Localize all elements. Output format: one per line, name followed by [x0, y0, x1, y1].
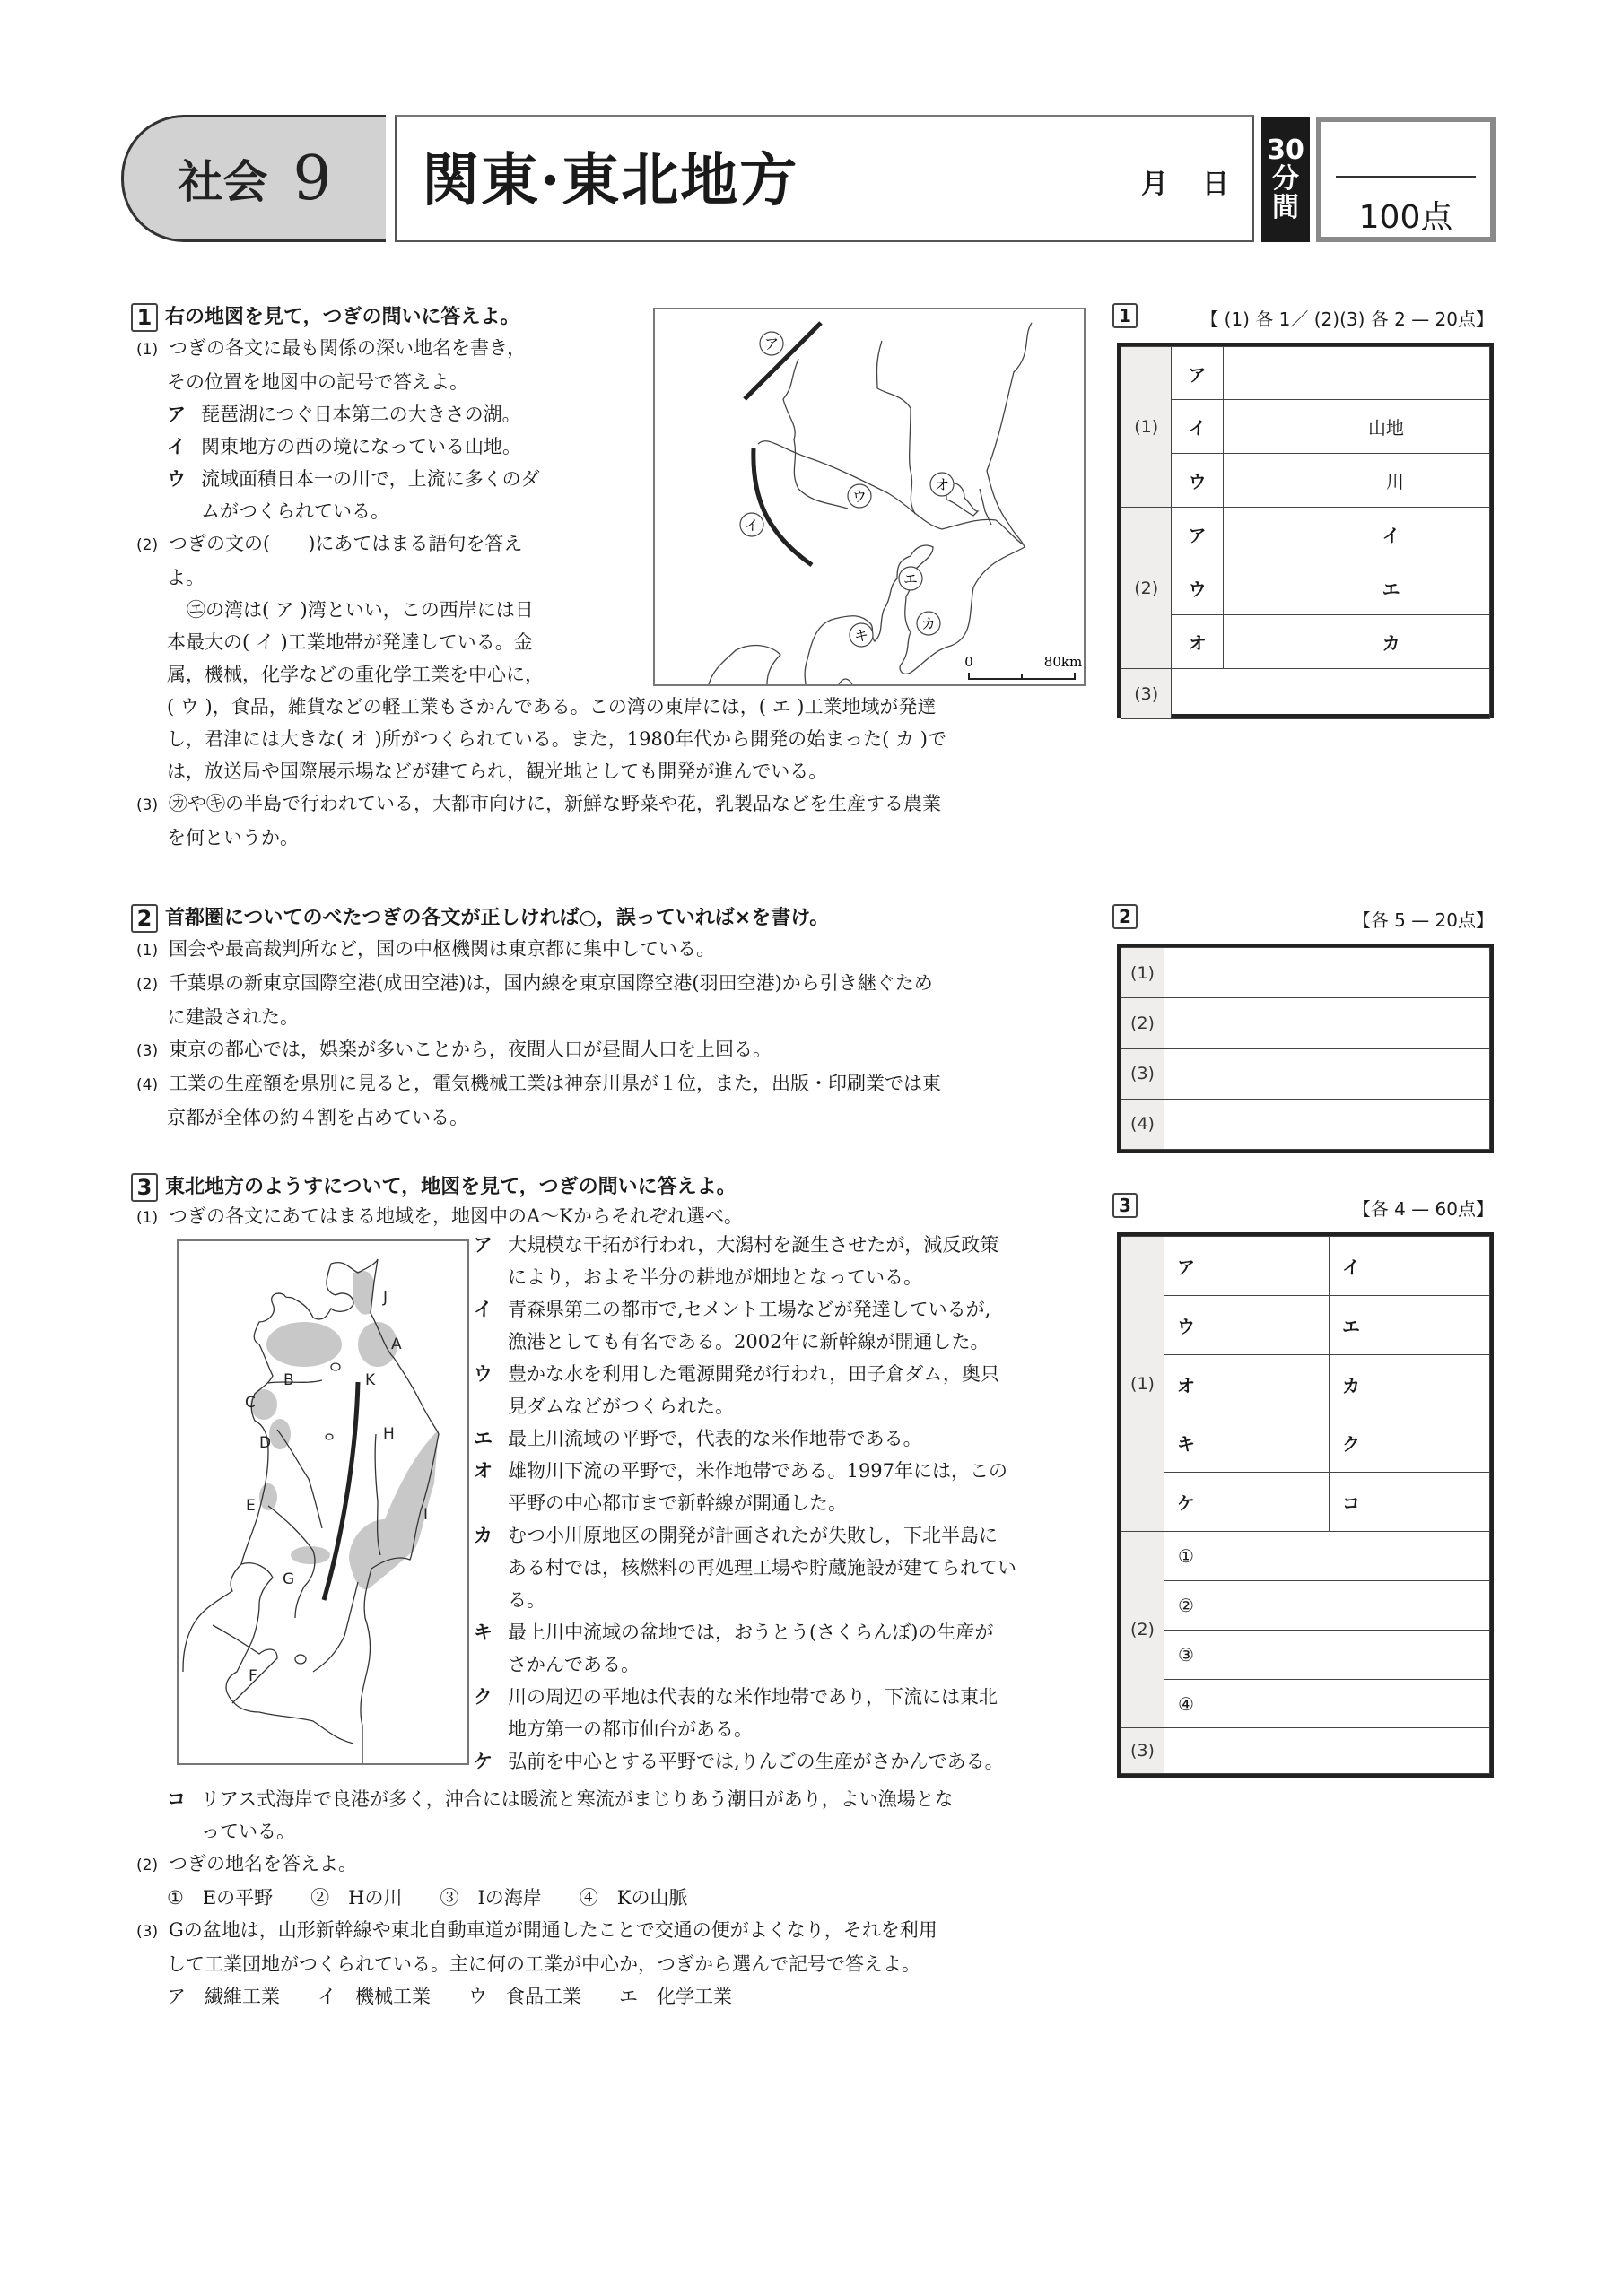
lake-outline [295, 1655, 306, 1664]
time-limit-unit: 分 [1272, 163, 1299, 195]
line-text: 見ダムなどがつくられた。 [508, 1396, 734, 1417]
q1-row-label: エ [1365, 561, 1417, 615]
kanto-map-svg [655, 309, 1084, 684]
map-label-b: B [283, 1371, 294, 1389]
line-text: Gの盆地は，山形新幹線や東北自動車道が開通したことで交通の便がよくなり，それを利用 [169, 1919, 937, 1941]
text-line [474, 1713, 1016, 1745]
q3-row-label: ク [1330, 1413, 1373, 1473]
line-lead: キ [474, 1622, 493, 1643]
q1-answer-table [1117, 343, 1494, 718]
text-line [136, 1101, 941, 1134]
unit-number: 9 [292, 143, 332, 214]
text-line [136, 1914, 954, 1948]
map-label-d: D [259, 1434, 272, 1452]
map-label-u: ウ [851, 488, 868, 505]
line-text: 川の周辺の平地は代表的な米作地帯であり，下流には東北 [508, 1686, 998, 1708]
text-line [136, 1848, 954, 1882]
q1-answer-cell[interactable] [1417, 508, 1489, 561]
line-lead: ア [474, 1234, 493, 1256]
q3-row-label: ④ [1164, 1679, 1208, 1728]
map-label-o: オ [934, 476, 950, 493]
q3-row-label: キ [1164, 1413, 1208, 1473]
line-lead: (1) [136, 942, 159, 960]
q3-answer-cell[interactable] [1373, 1237, 1490, 1296]
text-line [136, 967, 941, 1001]
q3-intro-text: つぎの各文にあてはまる地域を，地図中のA～Kからそれぞれ選べ。 [169, 1205, 743, 1227]
line-lead: ウ [167, 468, 186, 490]
map-label-e: エ [903, 570, 919, 587]
q2-answer-cell[interactable] [1164, 998, 1490, 1048]
q1-answer-cell[interactable] [1417, 561, 1489, 615]
line-text: 雄物川下流の平野で，米作地帯である。1997年には，この [508, 1460, 1008, 1482]
q3-answer-cell[interactable] [1208, 1413, 1330, 1473]
prefecture-border [213, 1625, 277, 1703]
line-lead: ア [167, 404, 186, 425]
shaded-regions [250, 1271, 439, 1589]
score-box[interactable] [1316, 117, 1496, 242]
q3-answer-cell[interactable] [1208, 1473, 1330, 1532]
q1-prompt: 右の地図を見て，つぎの問いに答えよ。 [165, 306, 520, 328]
q3-row-label: コ [1330, 1473, 1373, 1532]
q3-answer-cell[interactable] [1208, 1532, 1490, 1581]
q3-answer-cell[interactable] [1373, 1413, 1490, 1473]
coast-line [758, 441, 1023, 544]
text-line [136, 1948, 954, 1980]
q3-answer-table [1117, 1232, 1494, 1778]
subject-label: 社会 [178, 156, 268, 208]
q1-points: 【 (1) 各 1／ (2)(3) 各 2 — 20点】 [1200, 309, 1494, 330]
line-text: ㋓の湾は( ア )湾といい，この西岸には日 [187, 599, 534, 621]
line-lead: (1) [136, 341, 159, 359]
coast-line [987, 323, 1032, 547]
line-lead: エ [474, 1428, 493, 1449]
q3-answer-cell[interactable] [1373, 1295, 1490, 1354]
line-text: 京都が全体の約４割を占めている。 [167, 1107, 468, 1128]
q3-number: 3 [131, 1173, 158, 1202]
line-text: 工業の生産額を県別に見ると，電気機械工業は神奈川県が１位，また，出版・印刷業では東 [169, 1073, 941, 1094]
line-lead: (3) [136, 1042, 159, 1060]
river-line [783, 359, 848, 509]
q1-answer-cell[interactable] [1172, 669, 1490, 719]
line-text: 豊かな水を利用した電源開発が行われ，田子倉ダム，奥只 [508, 1363, 999, 1385]
q2-row-label: (1) [1121, 948, 1164, 998]
coast-line [805, 556, 911, 684]
q1-answer-number: 1 [1112, 303, 1138, 328]
map-label-a: ア [763, 335, 780, 352]
scale-start: 0 [964, 654, 973, 670]
q3-items [474, 1229, 1016, 1778]
line-lead: ク [474, 1686, 493, 1708]
q3-answer-header [1112, 1193, 1494, 1218]
line-text: して工業団地がつくられている。主に何の工業が中心か，つぎから選んで記号で答えよ。 [167, 1953, 920, 1975]
text-line [474, 1487, 1016, 1519]
q2-answer-table [1117, 944, 1494, 1153]
text-line [474, 1616, 1016, 1648]
time-limit-unit2: 間 [1272, 192, 1299, 223]
q1-answer-cell[interactable] [1223, 561, 1365, 615]
text-line [474, 1229, 1016, 1261]
map-label-ka: カ [920, 615, 937, 632]
river-line [268, 1380, 322, 1383]
line-text: つぎの文の( )にあてはまる語句を答え [169, 533, 523, 554]
q2-row-label: (2) [1121, 998, 1164, 1048]
q3-answer-cell[interactable] [1208, 1237, 1330, 1296]
line-lead: (2) [136, 1857, 159, 1874]
line-text: 漁港としても有名である。2002年に新幹線が開通した。 [508, 1331, 990, 1352]
line-lead: (3) [136, 796, 159, 814]
q3-row-label: カ [1330, 1354, 1373, 1413]
line-text: 千葉県の新東京国際空港(成田空港)は，国内線を東京国際空港(羽田空港)から引き継ぐため [169, 972, 933, 994]
line-text: 最上川中流域の盆地では，おうとう(さくらんぼ)の生産が [508, 1622, 994, 1643]
text-line [136, 933, 941, 967]
q1-symbol-cell[interactable] [1417, 400, 1489, 454]
q3-answer-cell[interactable] [1208, 1630, 1490, 1679]
q3-row-label: ③ [1164, 1630, 1208, 1679]
line-text: 最上川流域の平野で，代表的な米作地帯である。 [508, 1428, 922, 1449]
map-label-ki: キ [853, 627, 869, 644]
text-line [474, 1293, 1016, 1326]
line-lead: (2) [136, 536, 159, 554]
line-text: むつ小川原地区の開発が計画されたが失敗し，下北半島に [508, 1525, 998, 1546]
text-line [474, 1326, 1016, 1358]
line-text: 属，機械，化学などの重化学工業を中心に， [167, 664, 544, 685]
kanto-map [653, 308, 1086, 686]
line-text: リアス式海岸で良港が多く，沖合には暖流と寒流がまじりあう潮目があり，よい漁場とな [201, 1788, 954, 1810]
line-text: さかんである。 [508, 1654, 640, 1675]
q2-row-label: (4) [1121, 1099, 1164, 1149]
subject-tab [121, 115, 386, 242]
q1-group-2: (2) [1121, 508, 1172, 669]
line-text: に建設された。 [167, 1006, 299, 1028]
q3-row-label: ア [1164, 1237, 1208, 1296]
text-line [136, 691, 946, 723]
text-line [136, 1033, 941, 1067]
q2-answer-cell[interactable] [1164, 1099, 1490, 1149]
page-title: 関東·東北地方 [422, 147, 799, 214]
q3-answer-cell[interactable] [1164, 1728, 1490, 1774]
q3-group-3: (3) [1121, 1728, 1164, 1774]
q2-points: 【各 5 — 20点】 [1352, 909, 1494, 931]
score-line [1336, 176, 1476, 178]
q3-row-label: イ [1330, 1237, 1373, 1296]
score-total: 100点 [1358, 199, 1453, 236]
map-label-h: H [383, 1425, 395, 1443]
q1-number: 1 [131, 303, 158, 332]
q1-answer-cell[interactable] [1417, 615, 1489, 669]
text-line [474, 1422, 1016, 1455]
shaded-region-b [266, 1322, 342, 1367]
lake-outline [331, 1363, 340, 1370]
line-lead: カ [474, 1525, 493, 1546]
line-lead: イ [167, 436, 186, 457]
line-text: 本最大の( イ )工業地帯が発達している。金 [167, 631, 533, 653]
line-text: 地方第一の都市仙台がある。 [508, 1718, 753, 1740]
q1-row-label: カ [1365, 615, 1417, 669]
q1-group-3: (3) [1121, 669, 1172, 719]
q1-row-label: イ [1365, 508, 1417, 561]
month-label: 月 [1141, 169, 1168, 200]
line-lead: イ [474, 1299, 493, 1320]
q3-row-label: ウ [1164, 1295, 1208, 1354]
map-label-e: E [246, 1497, 256, 1515]
q1-row-label: イ [1172, 400, 1224, 454]
line-text: ア 繊維工業 イ 機械工業 ウ 食品工業 エ 化学工業 [167, 1986, 732, 2007]
line-text: 平野の中心都市まで新幹線が開通した。 [508, 1492, 847, 1514]
q3-bottom [136, 1783, 954, 2013]
text-line [136, 787, 946, 822]
q1-row-label: ウ [1172, 561, 1224, 615]
q3-row-label: オ [1164, 1354, 1208, 1413]
q1-row-label: オ [1172, 615, 1224, 669]
q3-prompt: 東北地方のようすについて，地図を見て，つぎの問いに答えよ。 [165, 1176, 737, 1198]
map-label-k: K [365, 1371, 376, 1389]
lake-outline [326, 1434, 333, 1439]
scale-end: 80km [1043, 654, 1083, 670]
q2-body [136, 933, 941, 1134]
q3-points: 【各 4 — 60点】 [1352, 1198, 1494, 1220]
line-text: っている。 [201, 1821, 295, 1842]
text-line [474, 1648, 1016, 1681]
q1-answer-cell[interactable]: 川 [1223, 454, 1417, 508]
line-text: ムがつくられている。 [201, 500, 389, 522]
q3-row-label: ケ [1164, 1473, 1208, 1532]
text-line [136, 1980, 954, 2013]
map-label-i: I [423, 1506, 429, 1524]
q1-answer-cell[interactable] [1223, 508, 1365, 561]
line-lead: (2) [136, 976, 159, 994]
q3-row-label: ① [1164, 1532, 1208, 1581]
text-line [136, 1815, 954, 1848]
q3-answer-cell[interactable] [1208, 1295, 1330, 1354]
tohoku-map [177, 1239, 469, 1765]
q3-group-2: (2) [1121, 1532, 1164, 1728]
line-text: 大規模な干拓が行われ，大潟村を誕生させたが，減反政策 [508, 1234, 999, 1256]
text-line [136, 1783, 954, 1815]
scale-bar [964, 654, 1082, 679]
q2-number: 2 [131, 904, 158, 933]
line-text: ( ウ )，食品，雑貨などの軽工業もさかんである。この湾の東岸には，( エ )工業地域が発達 [167, 696, 937, 718]
text-line [136, 822, 946, 854]
shaded-region-g [291, 1546, 330, 1564]
q3-answer-cell[interactable] [1373, 1354, 1490, 1413]
text-line [136, 1067, 941, 1101]
line-text: る。 [508, 1589, 545, 1611]
q3-answer-cell[interactable] [1373, 1473, 1490, 1532]
q1-row-label: ア [1172, 347, 1224, 400]
text-line [136, 1882, 954, 1914]
q1-row-label: ウ [1172, 454, 1224, 508]
q1-answer-cell[interactable] [1223, 615, 1365, 669]
line-lead: コ [167, 1788, 186, 1810]
q3-answer-cell[interactable] [1208, 1354, 1330, 1413]
text-line [474, 1455, 1016, 1487]
line-text: 弘前を中心とする平野では,りんごの生産がさかんである。 [508, 1751, 1004, 1772]
q3-row-label: エ [1330, 1295, 1373, 1354]
mountain-range-line [745, 323, 821, 399]
line-lead: ウ [474, 1363, 493, 1385]
line-lead: (3) [136, 1923, 159, 1941]
q2-heading [131, 902, 829, 933]
text-line [474, 1745, 1016, 1778]
q3-group-1: (1) [1121, 1237, 1164, 1532]
q3-answer-cell[interactable] [1208, 1580, 1490, 1630]
line-text: ㋕や㋖の半島で行われている，大都市向けに，新鮮な野菜や花，乳製品などを生産する農業 [169, 793, 941, 814]
line-text: よ。 [167, 567, 205, 588]
tohoku-map-svg [179, 1241, 467, 1763]
text-line [136, 1001, 941, 1033]
line-text: その位置を地図中の記号で答えよ。 [167, 371, 468, 393]
map-label-c: C [245, 1394, 256, 1412]
line-text: 琵琶湖につぐ日本第二の大きさの湖。 [201, 404, 521, 425]
q1-answer-cell[interactable] [1223, 347, 1417, 400]
q1-answer-header [1112, 303, 1494, 328]
day-label: 日 [1202, 169, 1229, 200]
coast-line [709, 646, 780, 684]
q3-row-label: ② [1164, 1580, 1208, 1630]
coast-line [839, 679, 852, 684]
map-label-a: A [391, 1335, 402, 1353]
line-text: つぎの各文に最も関係の深い地名を書き， [169, 337, 527, 359]
time-limit-badge [1261, 117, 1310, 242]
q3-heading [131, 1171, 737, 1202]
q2-answer-header [1112, 904, 1494, 929]
q1-symbol-cell[interactable] [1417, 454, 1489, 508]
coast-line [900, 545, 1025, 674]
map-label-i: イ [744, 517, 760, 534]
text-line [474, 1358, 1016, 1390]
q1-symbol-cell[interactable] [1417, 347, 1489, 400]
line-text: 国会や最高裁判所など，国の中枢機関は東京都に集中している。 [169, 938, 715, 960]
line-text: し，君津には大きな( オ )所がつくられている。また，1980年代から開発の始まった( カ )で [167, 728, 946, 750]
map-label-g: G [283, 1570, 295, 1588]
q3-intro-lead: (1) [136, 1209, 159, 1227]
line-text: ① Eの平野 ② Hの川 ③ Iの海岸 ④ Kの山脈 [167, 1887, 688, 1909]
line-lead: (4) [136, 1076, 159, 1094]
line-text: により，およそ半分の耕地が畑地となっている。 [508, 1266, 922, 1288]
q2-prompt: 首都圏についてのべたつぎの各文が正しければ○，誤っていれば×を書け。 [165, 907, 830, 929]
line-text: 青森県第二の都市で,セメント工場などが発達しているが, [508, 1299, 991, 1320]
line-lead: オ [474, 1460, 493, 1482]
q3-answer-number: 3 [1112, 1193, 1138, 1218]
text-line [474, 1519, 1016, 1552]
line-lead: ケ [474, 1751, 493, 1772]
line-text: 流域面積日本一の川で，上流に多くのダ [201, 468, 540, 490]
line-text: 関東地方の西の境になっている山地。 [201, 436, 521, 457]
q2-answer-cell[interactable] [1164, 948, 1490, 998]
line-text: 東京の都心では，娯楽が多いことから，夜間人口が昼間人口を上回る。 [169, 1039, 772, 1060]
q1-row-label: ア [1172, 508, 1224, 561]
map-label-j: J [383, 1289, 388, 1307]
text-line [474, 1261, 1016, 1293]
q2-row-label: (3) [1121, 1048, 1164, 1099]
q2-answer-number: 2 [1112, 904, 1138, 929]
text-line [474, 1584, 1016, 1616]
map-labels [740, 332, 954, 647]
river-line [313, 1582, 358, 1672]
text-line [474, 1390, 1016, 1422]
text-line [136, 723, 946, 755]
text-line [136, 755, 946, 787]
q3-answer-cell[interactable] [1208, 1679, 1490, 1728]
line-text: を何というか。 [167, 827, 299, 848]
mountain-range-line [754, 448, 812, 565]
line-text: は，放送局や国際展示場などが建てられ，観光地としても開発が進んでいる。 [167, 761, 828, 782]
river-line [876, 341, 915, 514]
q1-group-1: (1) [1121, 347, 1172, 508]
text-line [474, 1552, 1016, 1584]
time-limit-number: 30 [1267, 135, 1304, 166]
line-text: つぎの地名を答えよ。 [169, 1853, 357, 1874]
text-line [474, 1681, 1016, 1713]
line-text: ある村では，核燃料の再処理工場や貯蔵施設が建てられてい [508, 1557, 1016, 1578]
q1-answer-cell[interactable]: 山地 [1223, 400, 1417, 454]
q1-heading [131, 301, 520, 332]
west-coast-outline [183, 1264, 353, 1672]
q2-answer-cell[interactable] [1164, 1048, 1490, 1099]
map-label-f: F [249, 1667, 257, 1685]
